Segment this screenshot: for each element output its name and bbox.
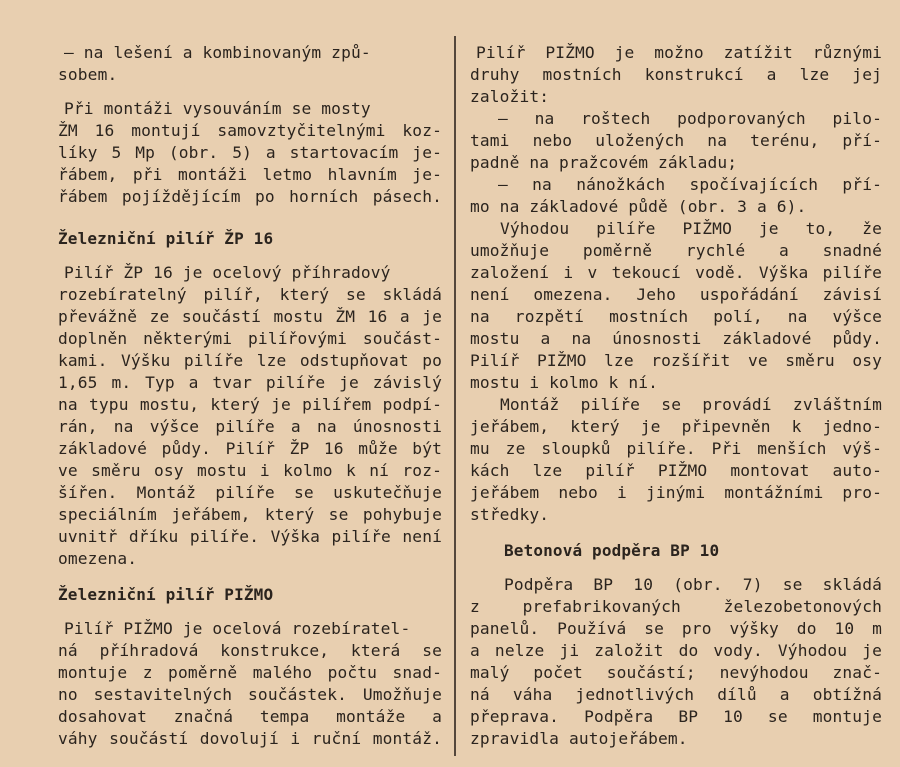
- text-line: zpravidla autojeřábem.: [470, 729, 688, 748]
- text-line: — na roštech podporovaných pilo-: [498, 109, 882, 128]
- text-line: základové půdy. Pilíř ŽP 16 může být: [58, 439, 442, 458]
- text-line: no sestavitelných součástek. Umožňuje: [58, 685, 442, 704]
- text-line: malý počet součástí; nevýhodou znač-: [470, 663, 882, 682]
- text-line: jeřábem nebo i jinými montážními pro-: [470, 483, 882, 502]
- text-line: kami. Výšku pilíře lze odstupňovat po: [58, 351, 442, 370]
- section-heading: Železniční pilíř PIŽMO: [58, 585, 274, 604]
- text-line: řábem, při montáži letmo hlavním je-: [58, 165, 442, 184]
- text-line: a nelze ji založit do vody. Výhodou je: [470, 641, 882, 660]
- text-line: ŽM 16 montují samovztyčitelnými koz-: [58, 121, 442, 140]
- text-line: ve směru osy mostu i kolmo k ní roz-: [58, 461, 442, 480]
- text-line: panelů. Používá se pro výšky do 10 m: [470, 619, 882, 638]
- text-line: doplněn některými pilířovými součást-: [58, 329, 442, 348]
- text-line: na typu mostu, který je pilířem podpí-: [58, 395, 442, 414]
- text-line: Montáž pilíře se provádí zvláštním: [500, 395, 882, 414]
- text-line: 1,65 m. Typ a tvar pilíře je závislý: [58, 373, 442, 392]
- text-line: ná váha jednotlivých dílů a obtížná: [470, 685, 882, 704]
- text-line: rán, na výšce pilíře a na únosnosti: [58, 417, 442, 436]
- text-line: přeprava. Podpěra BP 10 se montuje: [470, 707, 882, 726]
- text-line: sobem.: [58, 65, 118, 84]
- text-line: Pilíř PIŽMO lze rozšířit ve směru osy: [470, 351, 882, 370]
- text-line: z prefabrikovaných železobetonových: [470, 597, 882, 616]
- section-heading: Betonová podpěra BP 10: [504, 541, 720, 560]
- text-line: líky 5 Mp (obr. 5) a startovacím je-: [58, 143, 442, 162]
- text-line: mostu a na únosnosti základové půdy.: [470, 329, 882, 348]
- text-line: není omezena. Jeho uspořádání závisí: [470, 285, 882, 304]
- text-line: převážně ze součástí mostu ŽM 16 a je: [58, 307, 442, 326]
- text-line: založit:: [470, 87, 550, 106]
- text-line: středky.: [470, 505, 550, 524]
- text-line: omezena.: [58, 549, 138, 568]
- text-line: rozebíratelný pilíř, který se skládá: [58, 285, 442, 304]
- text-line: mu ze sloupků pilíře. Při menších výš-: [470, 439, 882, 458]
- text-line: Pilíř PIŽMO je ocelová rozebíratel-: [64, 619, 411, 638]
- text-line: Při montáži vysouváním se mosty: [64, 99, 371, 118]
- text-line: mo na základové půdě (obr. 3 a 6).: [470, 197, 807, 216]
- text-line: montuje z poměrně malého počtu snad-: [58, 663, 442, 682]
- text-line: mostu i kolmo k ní.: [470, 373, 659, 392]
- text-line: umožňuje poměrně rychlé a snadné: [470, 241, 882, 260]
- column-divider: [454, 36, 456, 756]
- text-line: — na lešení a kombinovaným způ-: [64, 43, 371, 62]
- text-line: Pilíř ŽP 16 je ocelový příhradový: [64, 263, 391, 282]
- text-line: uvnitř dříku pilíře. Výška pilíře není: [58, 527, 442, 546]
- text-line: na rozpětí mostních polí, na výšce: [470, 307, 882, 326]
- text-line: padně na pražcovém základu;: [470, 153, 738, 172]
- text-line: druhy mostních konstrukcí a lze jej: [470, 65, 882, 84]
- text-line: kách lze pilíř PIŽMO montovat auto-: [470, 461, 882, 480]
- text-line: Pilíř PIŽMO je možno zatížit různými: [476, 43, 882, 62]
- text-line: Výhodou pilíře PIŽMO je to, že: [500, 219, 882, 238]
- section-heading: Železniční pilíř ŽP 16: [58, 229, 274, 248]
- text-line: založení i v tekoucí vodě. Výška pilíře: [470, 263, 882, 282]
- text-line: ná příhradová konstrukce, která se: [58, 641, 442, 660]
- text-line: speciálním jeřábem, který se pohybuje: [58, 505, 442, 524]
- text-line: — na nánožkách spočívajících pří-: [498, 175, 882, 194]
- text-line: řábem pojíždějícím po horních pásech.: [58, 187, 442, 206]
- text-line: jeřábem, který je připevněn k jedno-: [470, 417, 882, 436]
- text-line: dosahovat značná tempa montáže a: [58, 707, 442, 726]
- text-line: tami nebo uložených na terénu, pří-: [470, 131, 882, 150]
- text-line: šířen. Montáž pilíře se uskutečňuje: [58, 483, 442, 502]
- text-line: váhy součástí dovolují i ruční montáž.: [58, 729, 442, 748]
- text-line: Podpěra BP 10 (obr. 7) se skládá: [504, 575, 882, 594]
